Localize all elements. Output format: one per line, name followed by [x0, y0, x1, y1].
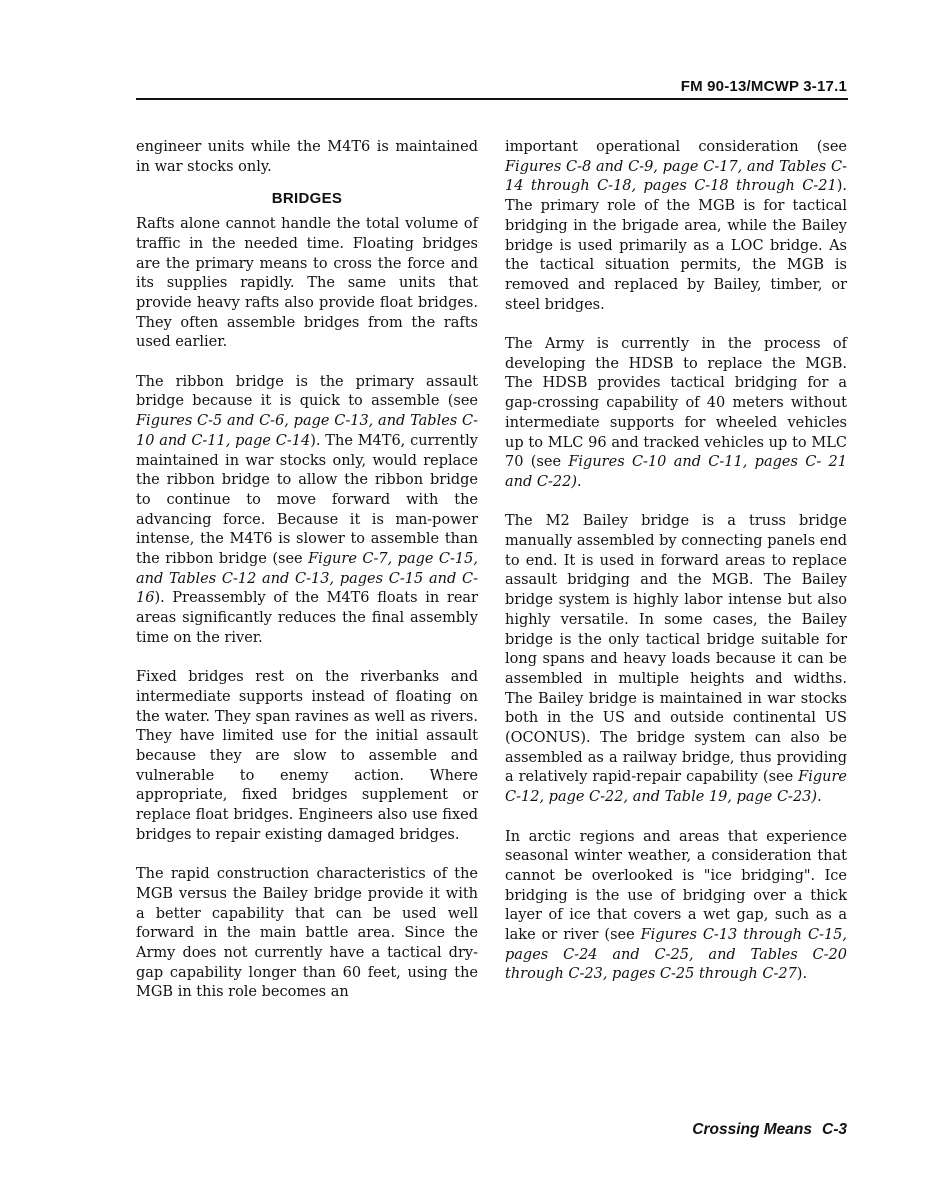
text-run: The Army is currently in the process of developing the HDSB to replace the MGB. The HDSB provides tactical bridging for a gap-crossing capability of 40 meters without intermediate supports for wheeled vehicles up to MLC 96 and tracked vehicles up to MLC 70 (see — [505, 336, 847, 471]
running-header: FM 90-13/MCWP 3-17.1 — [680, 78, 847, 95]
text-run: ). — [796, 966, 808, 983]
figure-reference: Figures C-13 through C-15, pages C-24 and C-25, and Tables C-20 through C-23, pages C-25 through C-27 — [505, 927, 848, 983]
paragraph-mgb-continued — [505, 138, 847, 315]
text-run: . — [817, 789, 822, 806]
page-number: C-3 — [822, 1121, 847, 1138]
header-rule — [136, 98, 848, 100]
text-run: ). The M4T6, currently maintained in war stocks only, would replace the ribbon bridge to allow the ribbon bridge to continue to move forward with the advancing force. Because it is man-power intense, the M4T6 is slower to assemble than the ribbon bridge (see — [136, 432, 478, 568]
paragraph-rafts: Rafts alone cannot handle the total volume of traffic in the needed time. Floating bridges are the primary means to cross the force and its supplies rapidly. The same units that provide heavy rafts also provide float bridges. They often assemble bridges from the rafts used earlier. — [136, 216, 478, 351]
left-column — [136, 138, 478, 1003]
figure-reference: Figures C-10 and C-11, pages C- 21 and C-22). — [505, 454, 847, 490]
paragraph-ice-bridging — [505, 828, 847, 986]
page-footer — [692, 1121, 847, 1139]
paragraph-fixed-bridges: Fixed bridges rest on the riverbanks and intermediate supports instead of floating on the water. They span ravines as well as rivers. They have limited use for the initial assault because they are slow to assemble and vulnerable to enemy action. Where appropriate, fixed bridges supplement or replace float bridges. Engineers also use fixed bridges to repair existing damaged bridges. — [136, 669, 478, 843]
figure-reference: Figures C-5 and C-6, page C-13, and Tables C-10 and C-11, page C-14 — [136, 413, 478, 449]
text-run: important operational consideration (see — [505, 139, 847, 155]
footer-section-title: Crossing Means — [692, 1121, 813, 1138]
paragraph-ribbon-bridge — [136, 373, 478, 649]
paragraph-bailey-bridge — [505, 512, 847, 808]
paragraph-mgb: The rapid construction characteristics of the MGB versus the Bailey bridge provide it with a better capability that can be used well forward in the main battle area. Since the Army does not currently have a tactical dry-gap capability longer than 60 feet, using the MGB in this role becomes an — [136, 866, 478, 1001]
text-run: The M2 Bailey bridge is a truss bridge manually assembled by connecting panels end to end. It is used in forward areas to replace assault bridging and the MGB. The Bailey bridge system is highly labor intense but also highly versatile. In some cases, the Bailey bridge is the only tactical bridge suitable for long spans and heavy loads because it can be assembled in multiple heights and widths. The Bailey bridge is maintained in war stocks both in the US and outside continental US (OCONUS). The bridge system can also be assembled as a railway bridge, thus providing a relatively rapid-repair capability (see — [505, 513, 847, 786]
text-run: ). The primary role of the MGB is for tactical bridging in the brigade area, while the Bailey bridge is used primarily as a LOC bridge. As the tactical situation permits, the MGB is removed and replaced by Bailey, timber, or steel bridges. — [505, 178, 847, 313]
paragraph-continuation: engineer units while the M4T6 is maintained in war stocks only. — [136, 139, 478, 175]
section-heading-bridges: BRIDGES — [271, 190, 343, 208]
paragraph-hdsb — [505, 335, 847, 493]
figure-reference: Figure C-12, page C-22, and Table 19, page C-23) — [505, 769, 847, 806]
text-run: ). Preassembly of the M4T6 floats in rear areas significantly reduces the final assembly time on the river. — [136, 590, 478, 646]
text-run: In arctic regions and areas that experience seasonal winter weather, a consideration that cannot be overlooked is "ice bridging". Ice bridging is the use of bridging over a thick layer of ice that covers a wet gap, such as a lake or river (see — [505, 828, 847, 944]
right-column — [505, 138, 847, 985]
figure-reference: Figure C-7, page C-15, and Tables C-12 and C-13, pages C-15 and C-16 — [136, 551, 478, 607]
figure-reference: Figures C-8 and C-9, page C-17, and Tables C-14 through C-18, pages C-18 through C-21 — [505, 158, 847, 195]
text-run: The ribbon bridge is the primary assault bridge because it is quick to assemble (see — [136, 373, 478, 410]
